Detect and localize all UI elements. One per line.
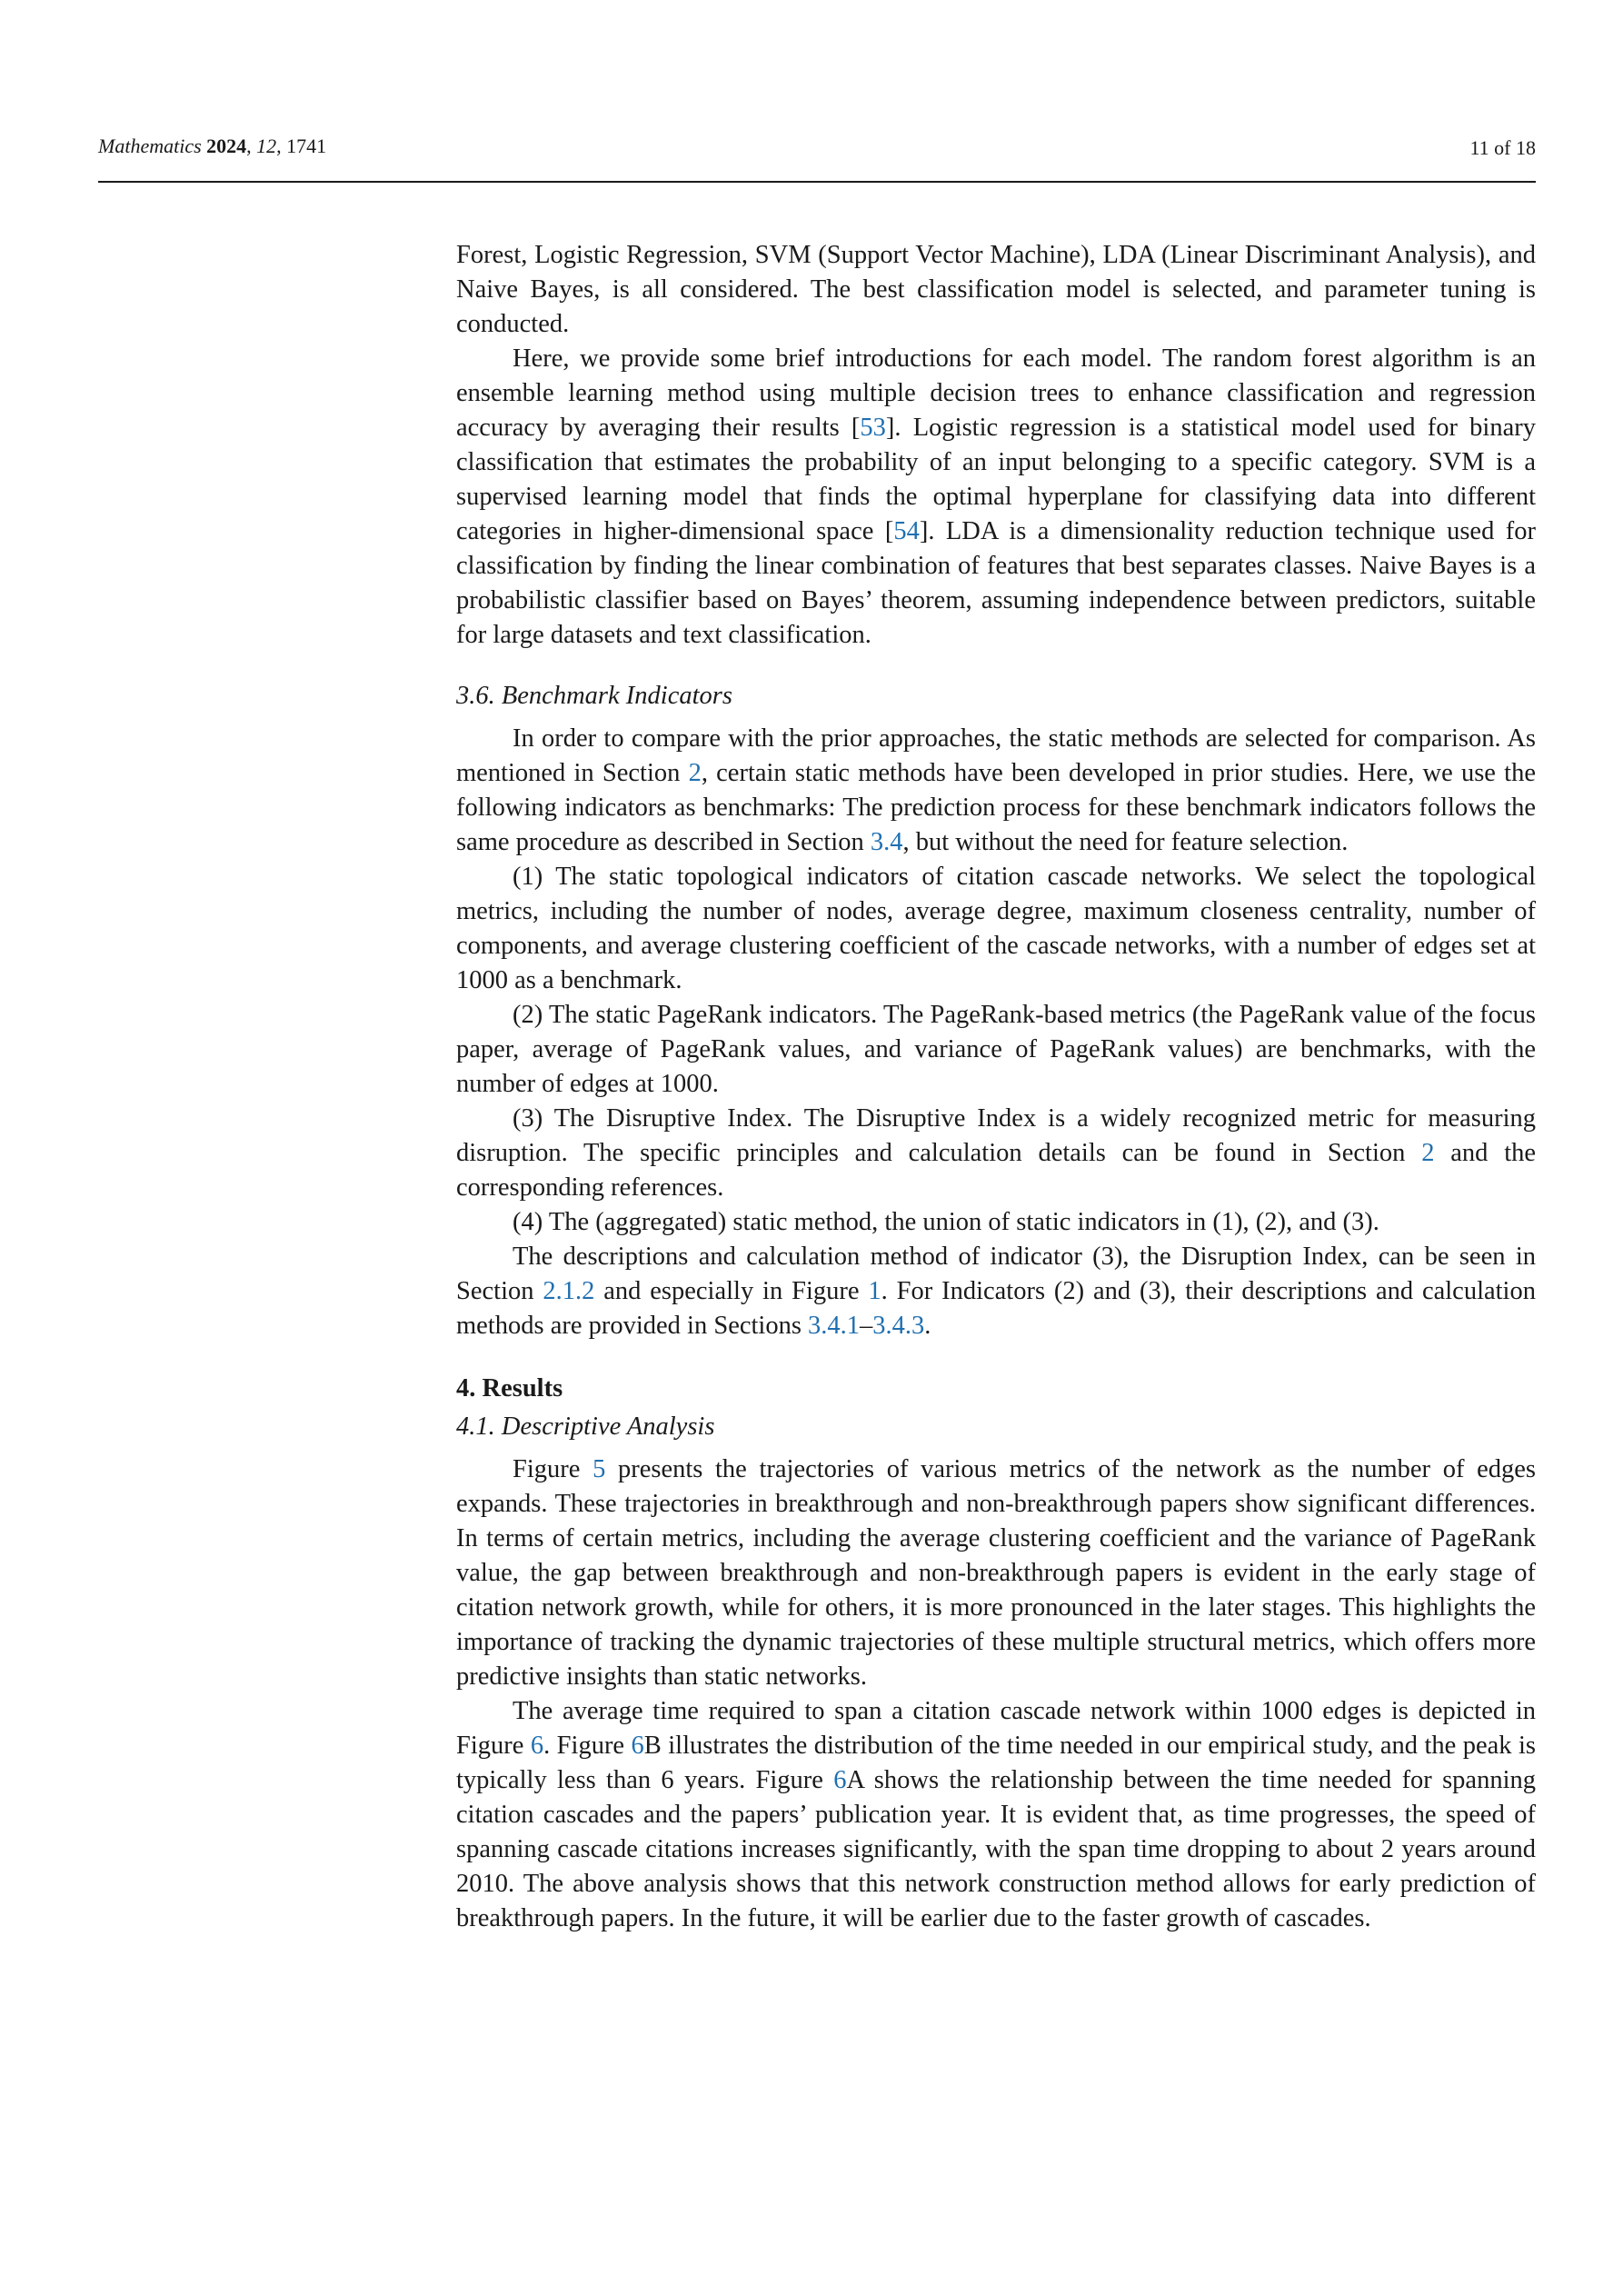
paragraph-text: , certain static methods have been developed in prior studies. Here, we use the following indicators as benchmarks: The prediction process for these benchmark indicators follows the same procedure as described in Section	[456, 759, 1536, 856]
paragraph-text: and especially in Figure	[594, 1277, 869, 1305]
section-link[interactable]: 3.4.1	[808, 1312, 861, 1340]
main-content	[456, 238, 1536, 1936]
paragraph	[456, 1102, 1536, 1205]
paragraph-text: ]. Logistic regression is a statistical model used for binary classification that estimates the probability of an input belonging to a specific category. SVM is a supervised learning model that finds the optimal hyperplane for classifying data into different categories in higher-dimensional space [	[456, 414, 1536, 545]
header-rule	[98, 181, 1536, 183]
citation-link[interactable]: 53	[860, 414, 886, 442]
figure-link[interactable]: 6	[833, 1766, 847, 1794]
journal-citation: Mathematics 2024, 12, 1741	[98, 135, 327, 157]
paragraph-text: The descriptions and calculation method of indicator (3), the Disruption Index, can be seen in Section	[456, 1243, 1536, 1305]
paragraph-text: , but without the need for feature selection.	[902, 828, 1349, 856]
paragraph-text: (2) The static PageRank indicators. The PageRank-based metrics (the PageRank value of the focus paper, average of PageRank values, and variance of PageRank values) are benchmarks, with the number of edges at 1000.	[456, 1001, 1536, 1098]
journal-name: Mathematics	[98, 135, 202, 157]
subsection-heading: 3.6. Benchmark Indicators	[456, 682, 732, 710]
subsection-heading: 4.1. Descriptive Analysis	[456, 1413, 715, 1441]
paragraph-text: B illustrates the distribution of the time needed in our empirical study, and the peak is typically less than 6 years. Figure	[456, 1732, 1536, 1794]
paragraph	[456, 238, 1536, 342]
paragraph	[456, 860, 1536, 998]
figure-link[interactable]: 5	[592, 1455, 606, 1483]
paragraph	[456, 342, 1536, 653]
paragraph-text: (4) The (aggregated) static method, the union of static indicators in (1), (2), and (3).	[513, 1208, 1379, 1236]
paragraph-text: Here, we provide some brief introductions for each model. The random forest algorithm is an ensemble learning method using multiple decision trees to enhance classification and regression accuracy by averaging their results [	[456, 344, 1536, 442]
paragraph-text: In order to compare with the prior approaches, the static methods are selected for comparison. As mentioned in Section	[456, 724, 1536, 787]
paragraph	[456, 1205, 1536, 1240]
figure-link[interactable]: 6	[631, 1732, 644, 1760]
paragraph-text: ]. LDA is a dimensionality reduction technique used for classification by finding the linear combination of features that best separates classes. Naive Bayes is a probabilistic classifier based on Bayes’ theorem, assuming independence between predictors, suitable for large datasets and text classification.	[456, 517, 1537, 649]
paragraph-text: Forest, Logistic Regression, SVM (Support Vector Machine), LDA (Linear Discriminant Analysis), and Naive Bayes, is all considered. The best classification model is selected, and parameter tuning is conducted.	[456, 241, 1536, 338]
paragraph-text: . For Indicators (2) and (3), their descriptions and calculation methods are provided in Sections	[456, 1277, 1536, 1340]
citation-link[interactable]: 54	[893, 517, 920, 545]
paragraph	[456, 1240, 1536, 1343]
paragraph-text: (3) The Disruptive Index. The Disruptive Index is a widely recognized metric for measuring disruption. The specific principles and calculation details can be found in Section	[456, 1104, 1536, 1167]
journal-volume: 12	[256, 135, 277, 157]
section-link[interactable]: 2	[1421, 1139, 1435, 1167]
paragraph-text: A shows the relationship between the time needed for spanning citation cascades and the papers’ publication year. It is evident that, as time progresses, the speed of spanning cascade citations increases significantly, with the span time dropping to about 2 years around 2010. The above analysis shows that this network construction method allows for early prediction of breakthrough papers. In the future, it will be earlier due to the faster growth of cascades.	[456, 1766, 1536, 1932]
paragraph	[456, 1452, 1536, 1694]
paragraph	[456, 722, 1536, 860]
section-link[interactable]: 2	[688, 759, 702, 787]
paragraph-text: . Figure	[543, 1732, 632, 1760]
range-dash: –	[860, 1312, 873, 1340]
paragraph	[456, 998, 1536, 1102]
paragraph-text: The average time required to span a citation cascade network within 1000 edges is depicted in Figure	[456, 1697, 1536, 1760]
figure-link[interactable]: 6	[530, 1732, 544, 1760]
section-link[interactable]: 3.4.3	[872, 1312, 925, 1340]
paragraph-text: .	[924, 1312, 931, 1340]
section-heading: 4. Results	[456, 1374, 563, 1403]
figure-link[interactable]: 1	[868, 1277, 881, 1305]
article-number: 1741	[286, 135, 327, 157]
running-header	[98, 135, 1536, 162]
paragraph-text: (1) The static topological indicators of citation cascade networks. We select the topological metrics, including the number of nodes, average degree, maximum closeness centrality, number of components, and average clustering coefficient of the cascade networks, with a number of edges set at 1000 as a benchmark.	[456, 863, 1536, 994]
journal-year: 2024	[206, 135, 247, 157]
page-number: 11 of 18	[1469, 136, 1536, 159]
paragraph-text: and the corresponding references.	[456, 1139, 1537, 1202]
paragraph-text: Figure	[513, 1455, 593, 1483]
paragraph-text: presents the trajectories of various metrics of the network as the number of edges expands. These trajectories in breakthrough and non-breakthrough papers show significant differences. In terms of certain metrics, including the average clustering coefficient and the variance of PageRank value, the gap between breakthrough and non-breakthrough papers is evident in the early stage of citation network growth, while for others, it is more pronounced in the later stages. This highlights the importance of tracking the dynamic trajectories of these multiple structural metrics, which offers more predictive insights than static networks.	[456, 1455, 1536, 1691]
paragraph	[456, 1694, 1536, 1936]
section-link[interactable]: 3.4	[870, 828, 903, 856]
section-link[interactable]: 2.1.2	[543, 1277, 595, 1305]
